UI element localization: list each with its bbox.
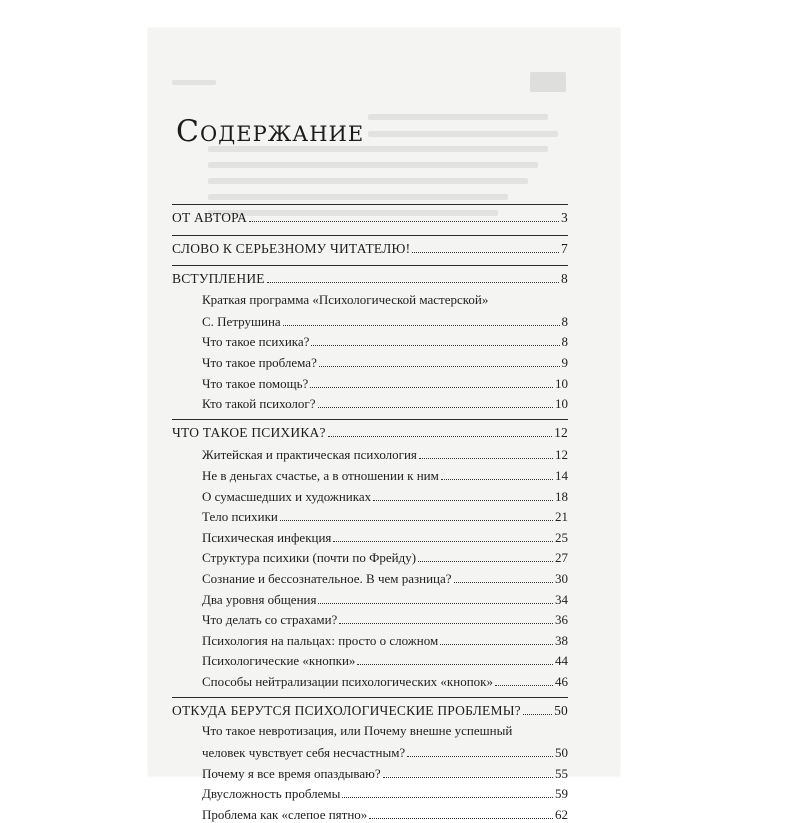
leader-dots bbox=[419, 458, 553, 459]
page-number: 55 bbox=[555, 765, 568, 781]
toc-item-label: человек чувствует себя несчастным? bbox=[202, 745, 406, 761]
leader-dots bbox=[495, 685, 553, 686]
toc-item-label: Не в деньгах счастье, а в отношении к ним bbox=[202, 468, 439, 483]
toc-item-label: Что такое проблема? bbox=[202, 355, 317, 370]
toc-item-label: Сознание и бессознательное. В чем разница? bbox=[202, 571, 452, 586]
toc-item[interactable] bbox=[202, 782, 568, 802]
toc-section-label: СЛОВО К СЕРЬЕЗНОМУ ЧИТАТЕЛЮ! bbox=[172, 240, 411, 256]
toc-item[interactable] bbox=[202, 330, 568, 350]
leader-dots bbox=[249, 221, 559, 222]
book-page bbox=[148, 28, 620, 822]
leader-dots bbox=[418, 561, 553, 562]
toc-item[interactable] bbox=[202, 291, 568, 330]
toc-section[interactable] bbox=[172, 267, 568, 287]
toc-item[interactable] bbox=[202, 762, 568, 782]
leader-dots bbox=[328, 436, 552, 437]
page-number: 27 bbox=[555, 550, 568, 566]
leader-dots bbox=[383, 777, 553, 778]
leader-dots bbox=[267, 282, 559, 283]
toc-section-label: ВСТУПЛЕНИЕ bbox=[172, 271, 265, 287]
toc-item[interactable] bbox=[202, 392, 568, 412]
toc-item[interactable] bbox=[202, 629, 568, 649]
toc-item-label-line1: Краткая программа «Психологической мастерской» bbox=[202, 291, 489, 307]
show-through-mark bbox=[530, 72, 566, 92]
page-number: 12 bbox=[554, 424, 568, 440]
page-number: 44 bbox=[555, 653, 568, 669]
toc-item-label-line1: Что такое невротизация, или Почему внешне успешный bbox=[202, 723, 513, 739]
page-number: 38 bbox=[555, 632, 568, 648]
leader-dots bbox=[283, 325, 560, 326]
leader-dots bbox=[310, 387, 553, 388]
toc-item[interactable] bbox=[202, 608, 568, 628]
toc-item-label: Структура психики (почти по Фрейду) bbox=[202, 550, 417, 566]
toc-item-label: Житейская и практическая психология bbox=[202, 447, 417, 463]
toc-item-label: О сумасшедших и художниках bbox=[202, 488, 372, 504]
leader-dots bbox=[454, 582, 553, 583]
page-number: 36 bbox=[555, 612, 568, 628]
section-divider bbox=[172, 204, 568, 205]
leader-dots bbox=[333, 541, 553, 542]
toc-item-label: Психологические «кнопки» bbox=[202, 653, 356, 669]
toc-item[interactable] bbox=[202, 485, 568, 505]
toc-item[interactable] bbox=[202, 588, 568, 608]
toc-item[interactable] bbox=[202, 723, 568, 761]
toc-section-label: ЧТО ТАКОЕ ПСИХИКА? bbox=[172, 424, 326, 440]
show-through-line bbox=[208, 178, 528, 184]
page-number: 14 bbox=[555, 468, 568, 483]
toc-item-label: Тело психики bbox=[202, 509, 278, 525]
page-title: Содержание bbox=[176, 114, 365, 149]
toc-item[interactable] bbox=[202, 505, 568, 525]
show-through-line bbox=[368, 131, 558, 137]
toc-item-label: Способы нейтрализации психологических «кнопок» bbox=[202, 674, 493, 689]
toc-item[interactable] bbox=[202, 526, 568, 546]
page-number: 7 bbox=[561, 240, 568, 256]
page-number: 12 bbox=[555, 447, 568, 463]
page-number: 8 bbox=[561, 271, 568, 287]
page-number: 50 bbox=[554, 702, 568, 718]
leader-dots bbox=[318, 603, 553, 604]
toc-item-label: Почему я все время опаздываю? bbox=[202, 765, 381, 781]
toc-section-label: ОТКУДА БЕРУТСЯ ПСИХОЛОГИЧЕСКИЕ ПРОБЛЕМЫ? bbox=[172, 702, 521, 718]
leader-dots bbox=[311, 345, 559, 346]
page-number: 21 bbox=[555, 509, 568, 525]
page-number: 30 bbox=[555, 571, 568, 586]
toc-section[interactable] bbox=[172, 237, 568, 257]
leader-dots bbox=[373, 500, 553, 501]
leader-dots bbox=[357, 664, 553, 665]
toc-item-label: Проблема как «слепое пятно» bbox=[202, 807, 368, 822]
toc-item[interactable] bbox=[202, 803, 568, 823]
leader-dots bbox=[342, 797, 553, 798]
leader-dots bbox=[319, 366, 560, 367]
section-divider bbox=[172, 265, 568, 266]
toc-item[interactable] bbox=[202, 546, 568, 566]
page-number: 3 bbox=[561, 210, 568, 225]
leader-dots bbox=[440, 644, 553, 645]
page-number: 62 bbox=[555, 807, 568, 822]
toc-item-label: Что такое помощь? bbox=[202, 375, 309, 391]
toc-item-label: Психология на пальцах: просто о сложном bbox=[202, 632, 439, 648]
page-number: 34 bbox=[555, 591, 568, 607]
page-number: 10 bbox=[555, 375, 568, 391]
page-number: 8 bbox=[561, 334, 568, 350]
toc-item[interactable] bbox=[202, 443, 568, 463]
show-through-header bbox=[172, 80, 216, 85]
toc-section[interactable] bbox=[172, 421, 568, 441]
show-through-line bbox=[368, 114, 548, 120]
toc-item[interactable] bbox=[202, 567, 568, 587]
toc-item[interactable] bbox=[202, 649, 568, 669]
page-number: 59 bbox=[555, 786, 568, 802]
section-divider bbox=[172, 235, 568, 236]
toc-item-label: Что делать со страхами? bbox=[202, 612, 338, 628]
leader-dots bbox=[280, 520, 553, 521]
leader-dots bbox=[412, 252, 559, 253]
page-number: 50 bbox=[555, 745, 568, 761]
page-number: 8 bbox=[561, 313, 568, 329]
toc-item[interactable] bbox=[202, 372, 568, 392]
page-number: 18 bbox=[555, 488, 568, 504]
leader-dots bbox=[407, 756, 553, 757]
toc-item-label: Двусложность проблемы bbox=[202, 786, 341, 802]
toc-item[interactable] bbox=[202, 351, 568, 371]
toc-item[interactable] bbox=[202, 670, 568, 690]
show-through-line bbox=[208, 194, 508, 200]
toc-item-label: Что такое психика? bbox=[202, 334, 310, 350]
leader-dots bbox=[523, 714, 552, 715]
page-number: 25 bbox=[555, 529, 568, 545]
section-divider bbox=[172, 419, 568, 420]
show-through-line bbox=[208, 162, 538, 168]
toc-item-label: Психическая инфекция bbox=[202, 529, 332, 545]
leader-dots bbox=[318, 407, 553, 408]
page-number: 46 bbox=[555, 674, 568, 689]
toc-item-label: С. Петрушина bbox=[202, 313, 281, 329]
toc-item-label: Кто такой психолог? bbox=[202, 396, 316, 412]
toc-item[interactable] bbox=[202, 464, 568, 484]
leader-dots bbox=[369, 818, 553, 819]
page-number: 10 bbox=[555, 396, 568, 412]
toc-item-label: Два уровня общения bbox=[202, 591, 317, 607]
toc-section[interactable] bbox=[172, 206, 568, 226]
page-number: 9 bbox=[561, 355, 568, 370]
toc-section[interactable] bbox=[172, 699, 568, 719]
leader-dots bbox=[441, 479, 553, 480]
toc-section-label: ОТ АВТОРА bbox=[172, 210, 248, 225]
section-divider bbox=[172, 697, 568, 698]
leader-dots bbox=[339, 623, 553, 624]
